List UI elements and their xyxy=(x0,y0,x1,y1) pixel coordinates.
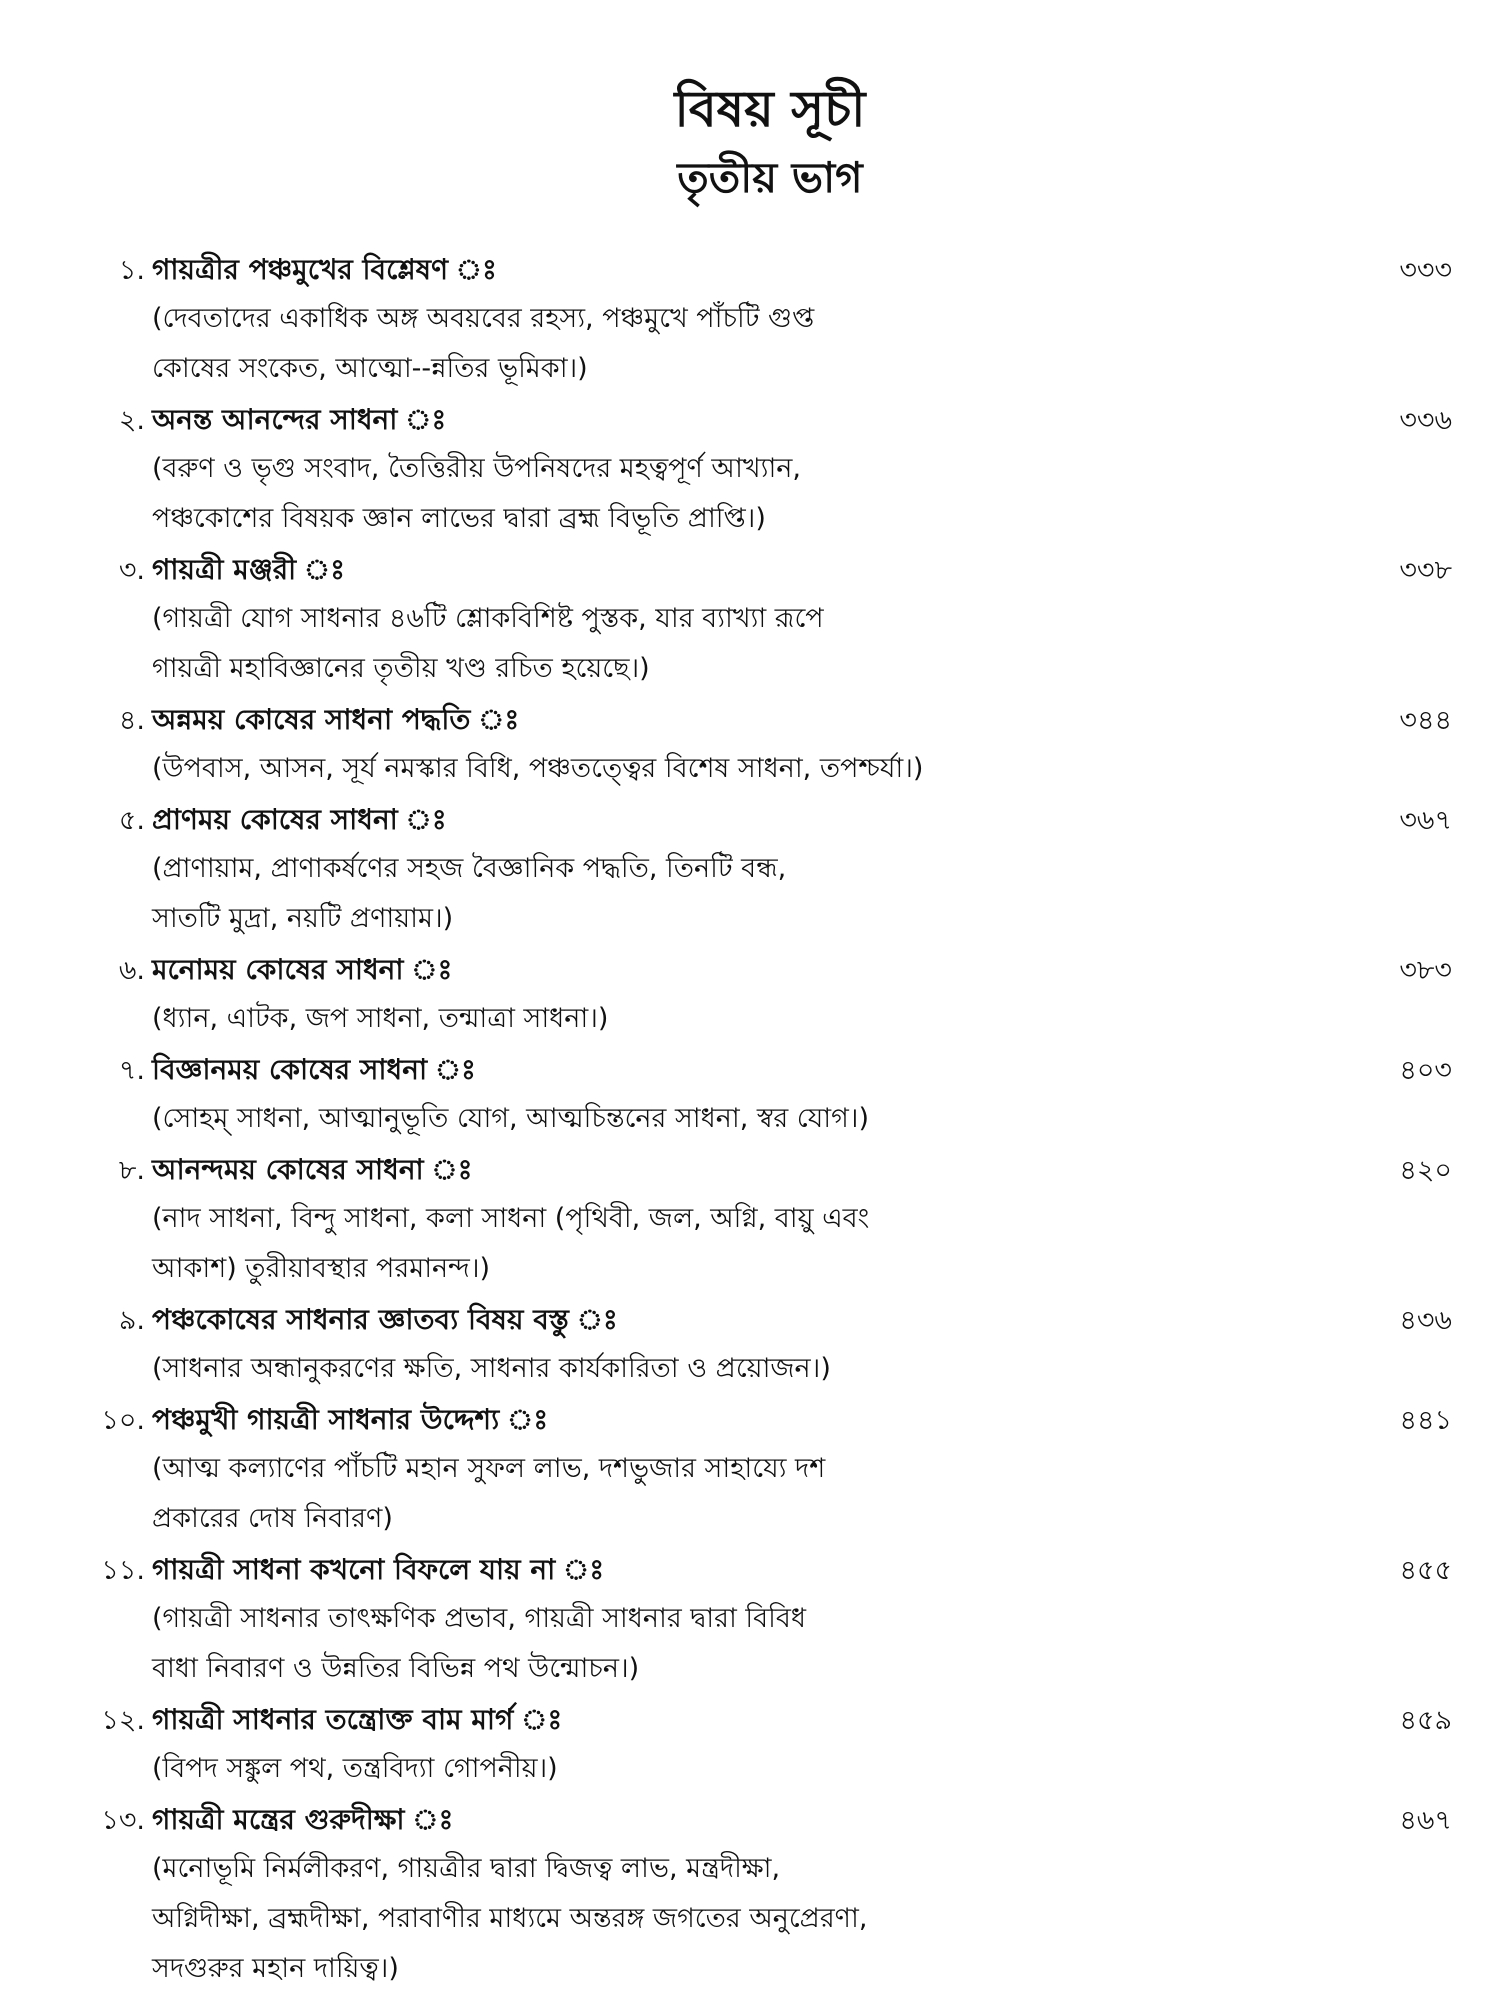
toc-entry-description xyxy=(152,444,1432,544)
toc-entry-heading: বিজ্ঞানময় কোষের সাধনা ঃ xyxy=(152,1053,476,1086)
toc-entry-heading: পঞ্চকোষের সাধনার জ্ঞাতব্য বিষয় বস্তু ঃ xyxy=(152,1303,618,1336)
toc-entry-description-line: (প্রাণায়াম, প্রাণাকর্ষণের সহজ বৈজ্ঞানিক পদ্ধতি, তিনটি বন্ধ, xyxy=(152,853,787,884)
toc-entry xyxy=(0,794,1500,944)
toc-entry-number: ১০. xyxy=(101,1405,145,1436)
toc-entry-heading: গায়ত্রী সাধনার তন্ত্রোক্ত বাম মার্গ ঃ xyxy=(152,1703,563,1736)
toc-entry-heading: আনন্দময় কোষের সাধনা ঃ xyxy=(152,1153,473,1186)
toc-entry-description-line: পঞ্চকোশের বিষয়ক জ্ঞান লাভের দ্বারা ব্রহ্ম বিভূতি প্রাপ্তি।) xyxy=(152,503,766,534)
toc-entry xyxy=(0,944,1500,1044)
toc-entry-description-line: (বরুণ ও ভৃগু সংবাদ, তৈত্তিরীয় উপনিষদের মহত্বপূর্ণ আখ্যান, xyxy=(152,453,801,484)
page-subtitle: তৃতীয় ভাগ xyxy=(677,153,863,202)
toc-entry-description xyxy=(152,1444,1432,1544)
toc-entry-page-number: ৪২০ xyxy=(1399,1155,1452,1186)
toc-entry-number: ৬. xyxy=(118,955,145,986)
toc-entry xyxy=(0,694,1500,794)
toc-entry-page-number: ৪৩৬ xyxy=(1399,1305,1452,1336)
toc-entry-number: ৭. xyxy=(118,1055,145,1086)
toc-entry-description-line: আকাশ) তুরীয়াবস্থার পরমানন্দ।) xyxy=(152,1253,491,1284)
toc-entry-heading-line xyxy=(0,1044,1500,1094)
toc-entry-description-line: গায়ত্রী মহাবিজ্ঞানের তৃতীয় খণ্ড রচিত হয়েছে।) xyxy=(152,653,650,684)
toc-entry-description-line: সাতটি মুদ্রা, নয়টি প্রণায়াম।) xyxy=(152,903,454,934)
toc-entry-heading: গায়ত্রী সাধনা কখনো বিফলে যায় না ঃ xyxy=(152,1553,605,1586)
toc-entry-page-number: ৪৫৫ xyxy=(1399,1555,1452,1586)
toc-entry-number: ১৩. xyxy=(101,1805,145,1836)
toc-entry xyxy=(0,1694,1500,1794)
toc-entry-description-line: (আত্ম কল্যাণের পাঁচটি মহান সুফল লাভ, দশভুজার সাহায্যে দশ xyxy=(152,1453,826,1484)
toc-entry-number: ৮. xyxy=(118,1155,145,1186)
toc-list xyxy=(0,244,1500,1994)
toc-entry-heading-line xyxy=(0,694,1500,744)
toc-entry-page-number: ৩৮৩ xyxy=(1399,955,1452,986)
toc-entry-description-line: (সাধনার অন্ধানুকরণের ক্ষতি, সাধনার কার্যকারিতা ও প্রয়োজন।) xyxy=(152,1353,831,1384)
toc-entry-description-line: বাধা নিবারণ ও উন্নতির বিভিন্ন পথ উন্মোচন।) xyxy=(152,1653,640,1684)
toc-entry-description xyxy=(152,1744,1432,1794)
toc-entry-heading: গায়ত্রী মঞ্জরী ঃ xyxy=(152,553,346,586)
toc-entry-heading: অন্নময় কোষের সাধনা পদ্ধতি ঃ xyxy=(152,703,520,736)
toc-entry-page-number: ৩৬৭ xyxy=(1399,805,1452,836)
toc-entry xyxy=(0,244,1500,394)
toc-entry-number: ১. xyxy=(118,255,145,286)
toc-entry xyxy=(0,1794,1500,1994)
toc-entry-number: ১১. xyxy=(101,1555,145,1586)
toc-entry-description-line: (নাদ সাধনা, বিন্দু সাধনা, কলা সাধনা (পৃথিবী, জল, অগ্নি, বায়ু এবং xyxy=(152,1203,870,1234)
toc-entry-heading-line xyxy=(0,1794,1500,1844)
toc-entry-heading-line xyxy=(0,394,1500,444)
toc-entry-description-line: (গায়ত্রী সাধনার তাৎক্ষণিক প্রভাব, গায়ত্রী সাধনার দ্বারা বিবিধ xyxy=(152,1603,807,1634)
toc-entry-description xyxy=(152,744,1432,794)
toc-entry-heading: পঞ্চমুখী গায়ত্রী সাধনার উদ্দেশ্য ঃ xyxy=(152,1403,549,1436)
toc-entry-description xyxy=(152,994,1432,1044)
toc-entry-description xyxy=(152,844,1432,944)
page-title: বিষয় সূচী xyxy=(674,80,866,138)
toc-entry xyxy=(0,1294,1500,1394)
toc-entry-description-line: প্রকারের দোষ নিবারণ) xyxy=(152,1503,393,1534)
toc-entry-heading: অনন্ত আনন্দের সাধনা ঃ xyxy=(152,403,447,436)
toc-entry-description xyxy=(152,1594,1432,1694)
toc-entry xyxy=(0,1144,1500,1294)
toc-entry-description-line: (সোহম্ সাধনা, আত্মানুভূতি যোগ, আত্মচিন্তনের সাধনা, স্বর যোগ।) xyxy=(152,1103,869,1134)
toc-entry-page-number: ৪৬৭ xyxy=(1399,1805,1452,1836)
toc-entry-description-line: কোষের সংকেত, আত্মো--ন্নতির ভূমিকা।) xyxy=(152,353,588,384)
toc-entry-page-number: ৪০৩ xyxy=(1399,1055,1452,1086)
toc-entry-number: ৯. xyxy=(118,1305,145,1336)
toc-entry-heading-line xyxy=(0,244,1500,294)
toc-entry-heading: গায়ত্রী মন্ত্রের গুরুদীক্ষা ঃ xyxy=(152,1803,454,1836)
toc-entry-heading-line xyxy=(0,1394,1500,1444)
toc-entry-description xyxy=(152,1194,1432,1294)
toc-entry-heading-line xyxy=(0,794,1500,844)
toc-entry-heading-line xyxy=(0,1294,1500,1344)
toc-entry-heading-line xyxy=(0,1144,1500,1194)
toc-entry-description-line: (উপবাস, আসন, সূর্য নমস্কার বিধি, পঞ্চতত্ত্বের বিশেষ সাধনা, তপশ্চর্যা।) xyxy=(152,753,924,784)
toc-entry-description-line: (গায়ত্রী যোগ সাধনার ৪৬টি শ্লোকবিশিষ্ট পুস্তক, যার ব্যাখ্যা রূপে xyxy=(152,603,824,634)
toc-entry-heading: গায়ত্রীর পঞ্চমুখের বিশ্লেষণ ঃ xyxy=(152,253,497,286)
toc-entry-number: ৫. xyxy=(118,805,145,836)
toc-entry xyxy=(0,1394,1500,1544)
toc-entry-description-line: (ধ্যান, এাটক, জপ সাধনা, তন্মাত্রা সাধনা।) xyxy=(152,1003,609,1034)
toc-entry-number: ১২. xyxy=(101,1705,145,1736)
toc-entry-number: ২. xyxy=(118,405,145,436)
toc-entry xyxy=(0,544,1500,694)
toc-entry-page-number: ৩৩৮ xyxy=(1399,555,1452,586)
toc-entry xyxy=(0,394,1500,544)
toc-entry-heading-line xyxy=(0,1544,1500,1594)
toc-entry-heading-line xyxy=(0,944,1500,994)
toc-entry-description xyxy=(152,1094,1432,1144)
toc-entry-heading: মনোময় কোষের সাধনা ঃ xyxy=(152,953,453,986)
toc-entry-page-number: ৩৩৬ xyxy=(1399,405,1452,436)
toc-entry-description xyxy=(152,594,1432,694)
toc-entry-description-line: (মনোভূমি নির্মলীকরণ, গায়ত্রীর দ্বারা দ্বিজত্ব লাভ, মন্ত্রদীক্ষা, xyxy=(152,1853,781,1884)
toc-entry-description-line: (বিপদ সঙ্কুল পথ, তন্ত্রবিদ্যা গোপনীয়।) xyxy=(152,1753,558,1784)
toc-entry xyxy=(0,1544,1500,1694)
toc-entry-page-number: ৩৩৩ xyxy=(1399,255,1452,286)
toc-entry-description-line: (দেবতাদের একাধিক অঙ্গ অবয়বের রহস্য, পঞ্চমুখে পাঁচটি গুপ্ত xyxy=(152,303,815,334)
toc-entry-number: ৪. xyxy=(118,705,145,736)
toc-entry-description xyxy=(152,1844,1432,1994)
toc-entry-page-number: ৪৫৯ xyxy=(1399,1705,1452,1736)
toc-entry-page-number: ৪৪১ xyxy=(1399,1405,1452,1436)
toc-entry xyxy=(0,1044,1500,1144)
toc-entry-heading-line xyxy=(0,544,1500,594)
toc-entry-page-number: ৩৪৪ xyxy=(1399,705,1452,736)
toc-entry-heading-line xyxy=(0,1694,1500,1744)
toc-entry-description-line: অগ্নিদীক্ষা, ব্রহ্মদীক্ষা, পরাবাণীর মাধ্যমে অন্তরঙ্গ জগতের অনুপ্রেরণা, xyxy=(152,1903,868,1934)
toc-entry-number: ৩. xyxy=(118,555,145,586)
toc-entry-heading: প্রাণময় কোষের সাধনা ঃ xyxy=(152,803,447,836)
toc-entry-description xyxy=(152,1344,1432,1394)
toc-entry-description xyxy=(152,294,1432,394)
toc-entry-description-line: সদগুরুর মহান দায়িত্ব।) xyxy=(152,1953,399,1984)
